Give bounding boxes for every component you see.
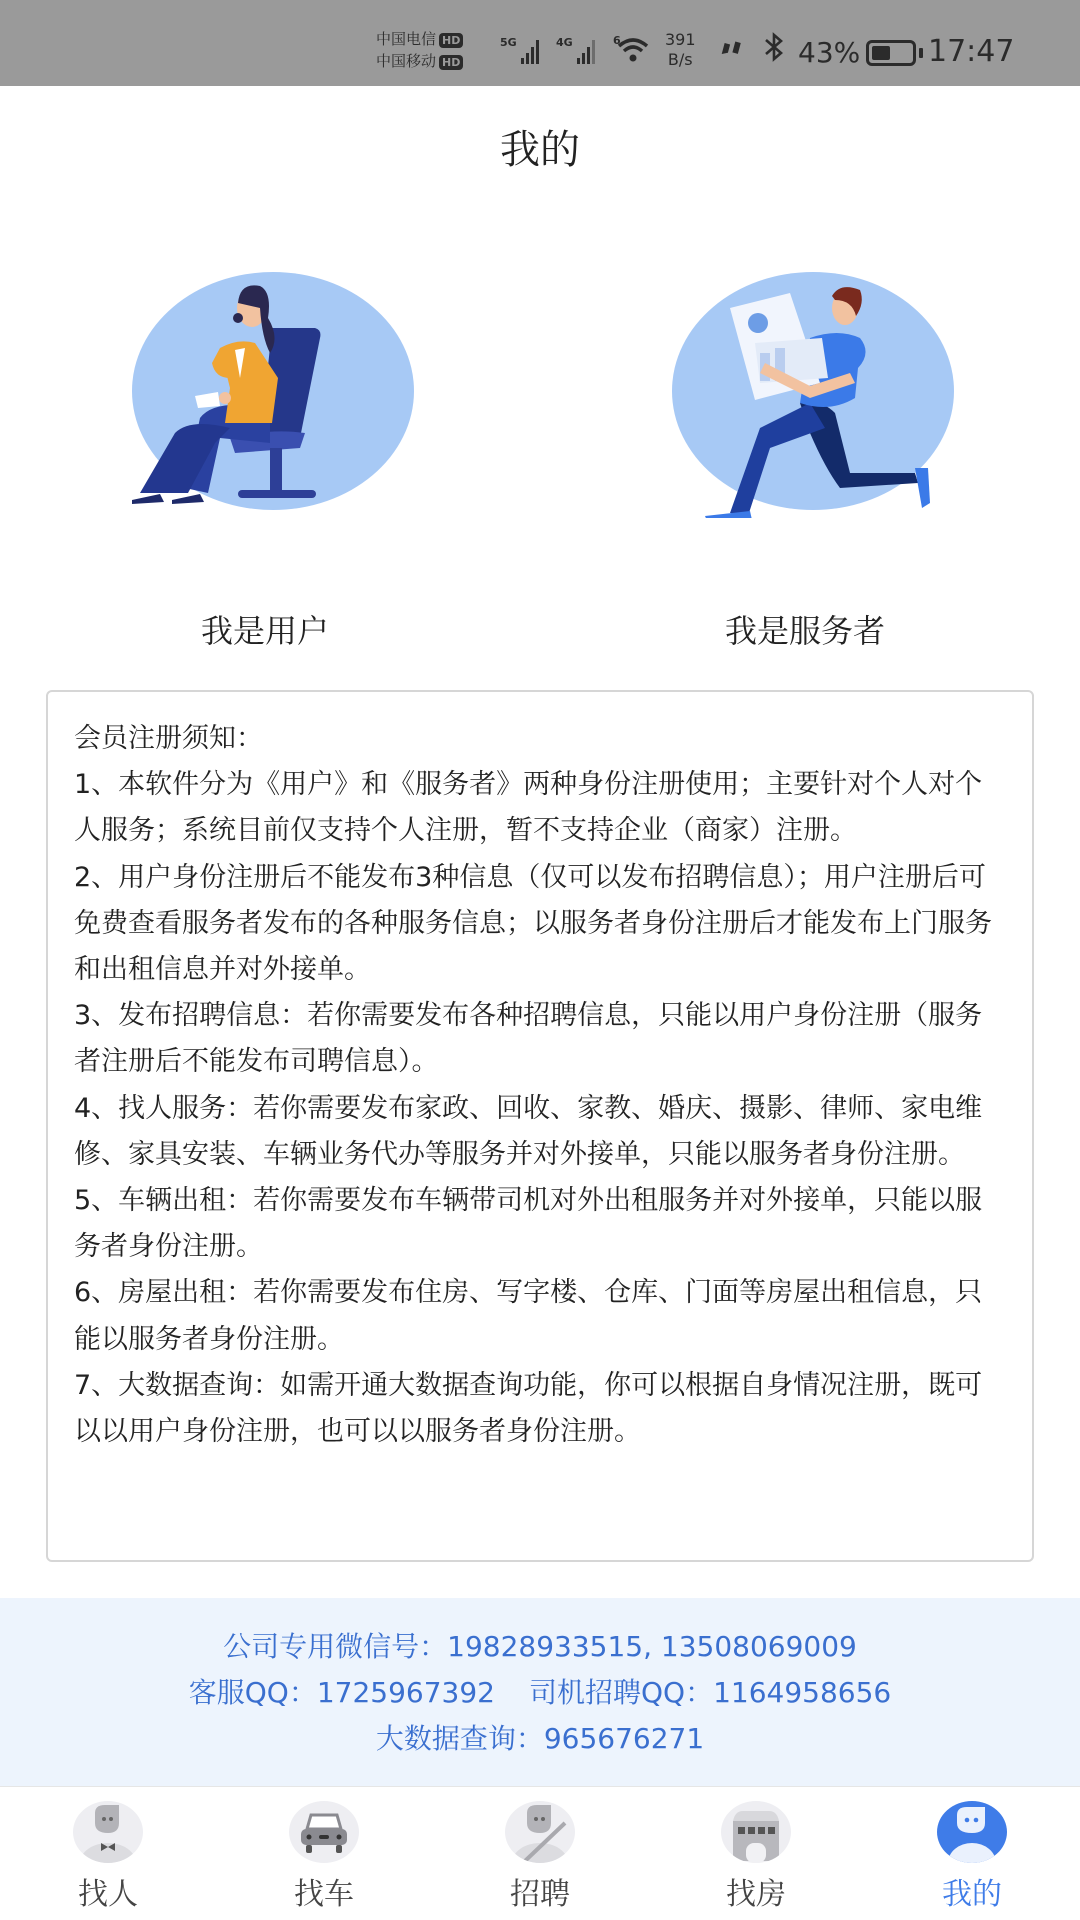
registration-notice <box>46 690 1034 1562</box>
battery-icon <box>866 40 916 66</box>
role-servicer-button[interactable] <box>660 268 950 650</box>
bigdata-query-qq: 大数据查询：965676271 <box>375 1722 705 1755</box>
signal-5g-icon: 5G <box>500 36 539 64</box>
profile-icon <box>937 1801 1007 1863</box>
svg-text:6: 6 <box>613 34 621 47</box>
person-icon <box>73 1801 143 1863</box>
recruit-icon <box>505 1801 575 1863</box>
notice-item: 6、房屋出租：若你需要发布住房、写字楼、仓库、门面等房屋出租信息，只能以服务者身份注册。 <box>74 1277 983 1355</box>
tab-label: 我的 <box>942 1877 1002 1912</box>
status-bar <box>0 0 1080 86</box>
bluetooth-icon <box>763 32 785 69</box>
carrier-2: 中国移动 <box>376 52 437 70</box>
tab-find-house[interactable] <box>648 1787 864 1920</box>
tab-find-car[interactable] <box>216 1787 432 1920</box>
role-servicer-label: 我是服务者 <box>724 612 885 650</box>
tab-find-person[interactable] <box>0 1787 216 1920</box>
page-title: 我的 <box>500 127 580 173</box>
notice-item: 3、发布招聘信息：若你需要发布各种招聘信息，只能以用户身份注册（服务者注册后不能发布司聘信息）。 <box>74 1000 983 1078</box>
tab-label: 招聘 <box>510 1877 570 1912</box>
hd-badge: HD <box>439 33 463 48</box>
role-user-button[interactable] <box>120 268 410 650</box>
driver-recruit-qq: 司机招聘QQ：1164958656 <box>529 1676 892 1709</box>
tab-label: 找车 <box>294 1877 354 1912</box>
carrier-info <box>376 28 463 72</box>
tab-recruit[interactable] <box>432 1787 648 1920</box>
bottom-tab-bar <box>0 1786 1080 1920</box>
notice-item: 1、本软件分为《用户》和《服务者》两种身份注册使用；主要针对个人对个人服务；系统目前仅支持个人注册，暂不支持企业（商家）注册。 <box>74 769 983 847</box>
service-qq: 客服QQ：1725967392 <box>188 1676 495 1709</box>
nfc-icon <box>712 31 753 73</box>
signal-4g-icon: 4G <box>556 36 595 64</box>
notice-item: 5、车辆出租：若你需要发布车辆带司机对外出租服务并对外接单，只能以服务者身份注册。 <box>74 1185 983 1263</box>
man-running-with-documents-illustration <box>660 268 950 518</box>
house-icon <box>721 1801 791 1863</box>
tab-mine[interactable] <box>864 1787 1080 1920</box>
battery-percent: 43% <box>798 36 861 69</box>
role-user-label: 我是用户 <box>200 612 329 650</box>
network-speed: 391 B/s <box>665 30 696 69</box>
wechat-numbers: 公司专用微信号：19828933515, 13508069009 <box>223 1630 857 1663</box>
clock: 17:47 <box>928 34 1015 69</box>
tab-label: 找房 <box>726 1877 786 1912</box>
contact-info <box>0 1598 1080 1786</box>
notice-item: 2、用户身份注册后不能发布3种信息（仅可以发布招聘信息）；用户注册后可免费查看服务者发布的各种服务信息；以服务者身份注册后才能发布上门服务和出租信息并对外接单。 <box>74 861 992 986</box>
notice-item: 4、找人服务：若你需要发布家政、回收、家教、婚庆、摄影、律师、家电维修、家具安装、车辆业务代办等服务并对外接单，只能以服务者身份注册。 <box>74 1092 983 1170</box>
notice-item: 7、大数据查询：如需开通大数据查询功能，你可以根据自身情况注册，既可以以用户身份注册，也可以以服务者身份注册。 <box>74 1369 983 1448</box>
hd-badge: HD <box>439 55 463 70</box>
woman-sitting-illustration <box>120 268 410 518</box>
car-icon <box>289 1801 359 1863</box>
wifi-icon <box>613 34 653 72</box>
notice-title: 会员注册须知： <box>74 723 263 754</box>
tab-label: 找人 <box>78 1877 138 1912</box>
carrier-1: 中国电信 <box>376 30 437 48</box>
